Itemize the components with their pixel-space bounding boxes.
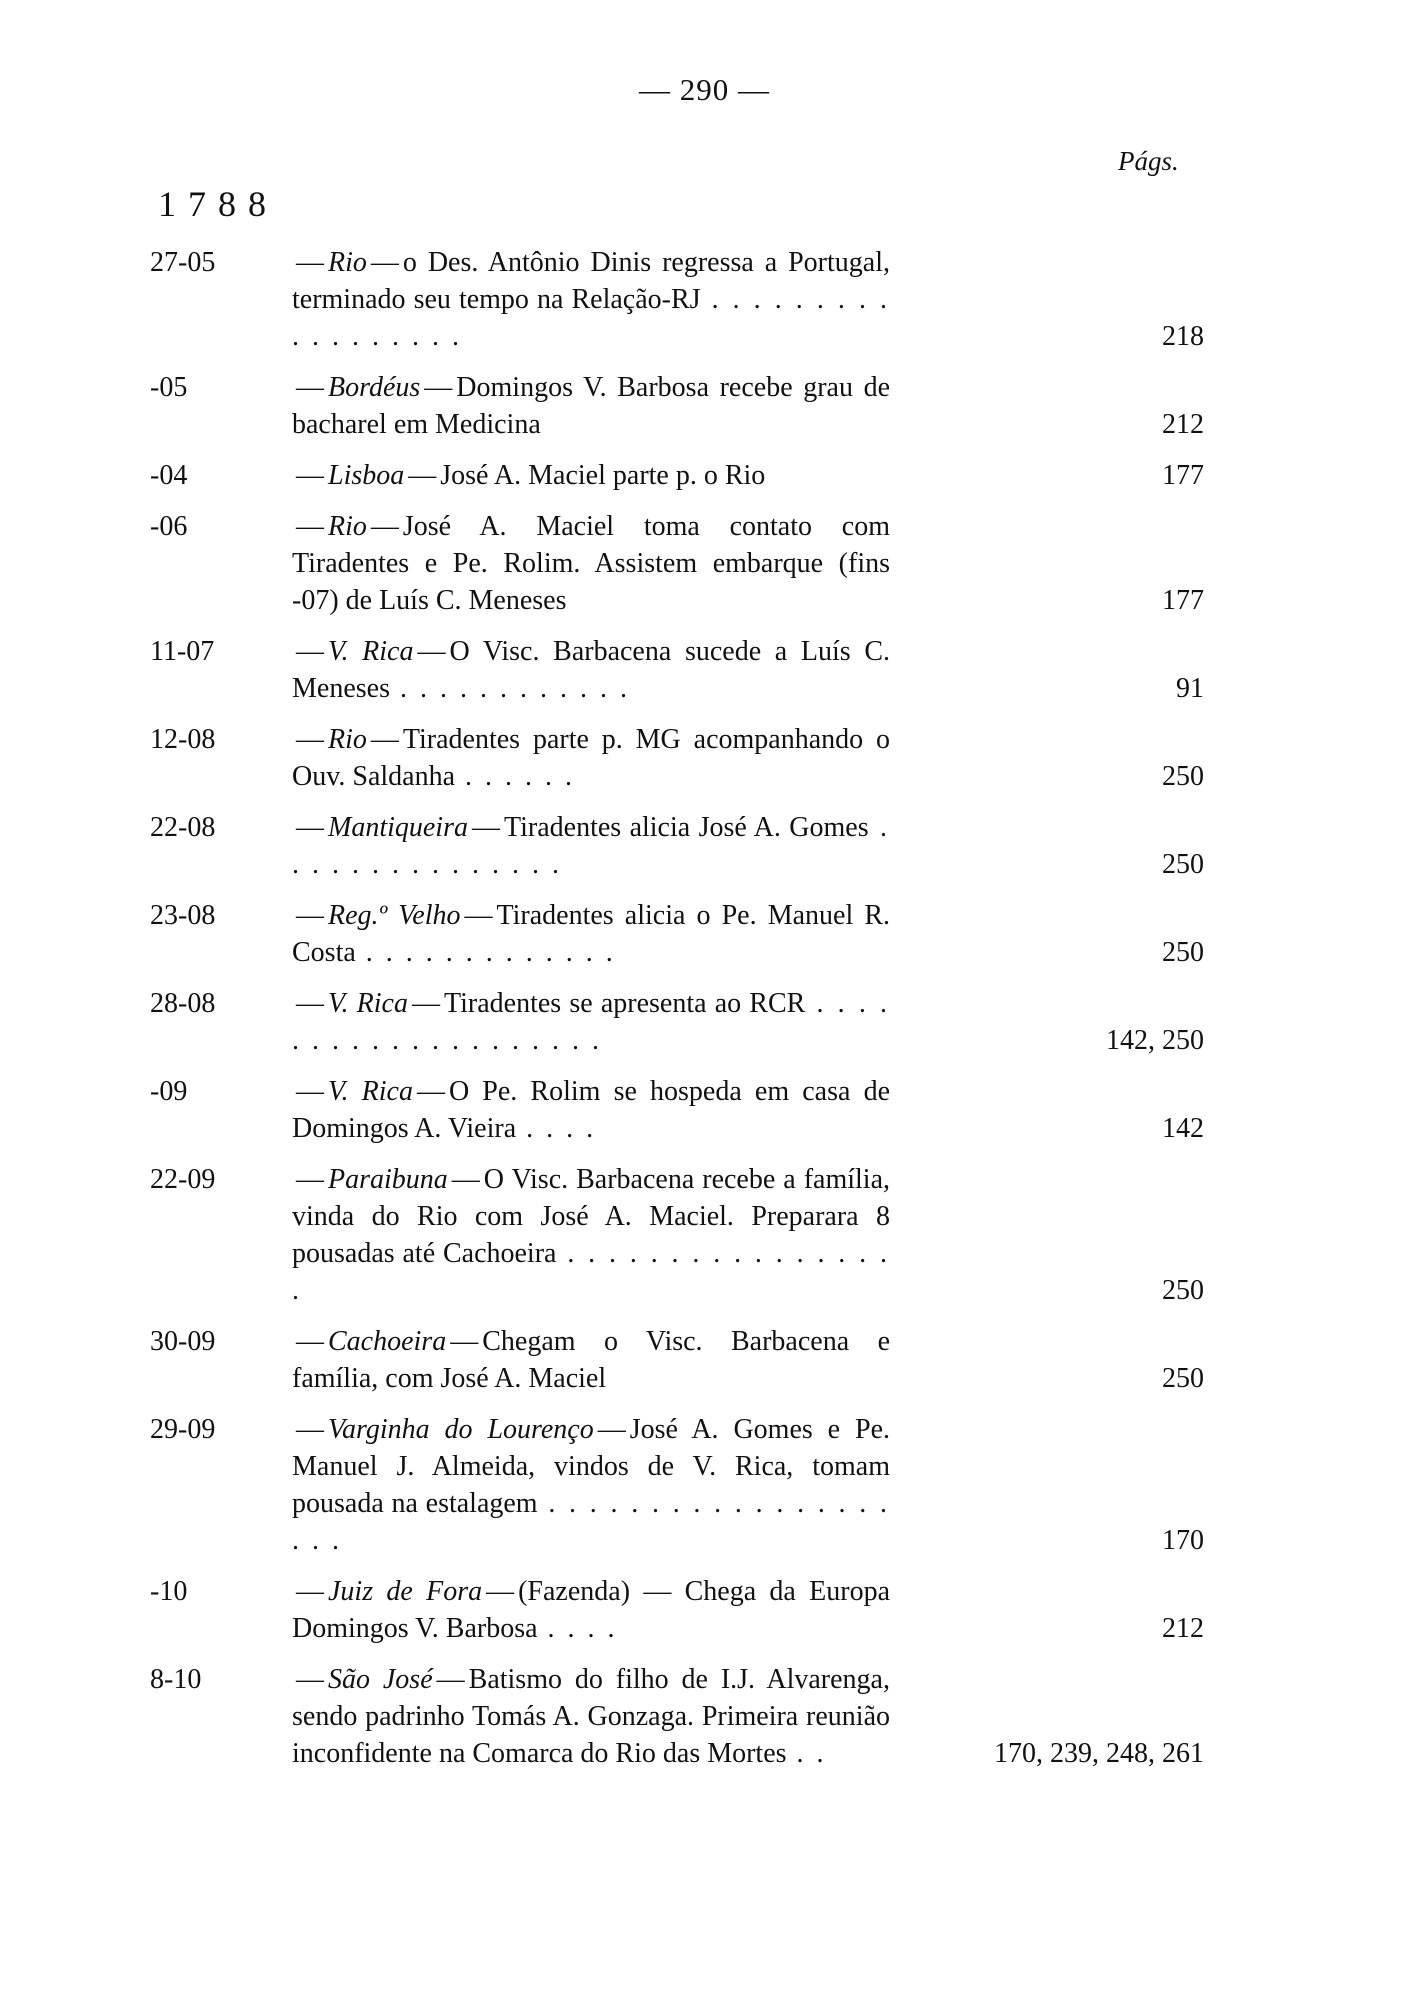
chronology-entry	[0, 1573, 1409, 1647]
entry-pages: 212	[1162, 1613, 1204, 1644]
dash-separator: —	[296, 247, 324, 278]
entry-text: o Des. Antônio Dinis regressa a Portugal, terminado seu tempo na Relação-RJ	[292, 247, 890, 315]
entry-pages: 177	[1162, 585, 1204, 616]
chronology-entry	[0, 369, 1409, 443]
entry-body	[292, 457, 890, 494]
entry-text: Domingos V. Barbosa recebe grau de bacharel em Medicina	[292, 372, 890, 440]
dash-separator: —	[296, 1164, 324, 1195]
entry-place: Reg.º Velho	[328, 900, 461, 931]
entry-date: 22-09	[150, 1164, 216, 1195]
entry-body	[292, 721, 890, 795]
entry-body	[292, 369, 890, 443]
chronology-entry	[0, 985, 1409, 1059]
entry-text: José A. Maciel parte p. o Rio	[440, 460, 766, 491]
entry-place: Rio	[328, 247, 367, 278]
entry-pages: 177	[1162, 460, 1204, 491]
entry-date: -10	[150, 1576, 188, 1607]
entry-place: Juiz de Fora	[328, 1576, 483, 1607]
entry-date: 30-09	[150, 1326, 216, 1357]
entry-place: Rio	[328, 724, 367, 755]
year-heading: 1788	[158, 184, 278, 224]
entry-text: Tiradentes se apresenta ao RCR	[443, 988, 806, 1019]
entry-date: 22-08	[150, 812, 216, 843]
dot-leader: . .	[786, 1738, 827, 1769]
dot-leader: . . . .	[516, 1113, 597, 1144]
entry-place: Lisboa	[328, 460, 405, 491]
entry-body	[292, 508, 890, 619]
entry-body	[292, 244, 890, 355]
dash-separator: —	[450, 1326, 479, 1357]
entry-body	[292, 809, 890, 883]
entry-date: 27-05	[150, 247, 216, 278]
entry-text: Chegam o Visc. Barbacena e família, com José A. Maciel	[292, 1326, 890, 1394]
dot-leader: . . . . . . . . . . . .	[389, 673, 630, 704]
entry-body	[292, 1323, 890, 1397]
entry-pages: 91	[1176, 673, 1204, 704]
dot-leader: . . . . . . . . . . . . . . . . . . . .	[292, 1488, 891, 1556]
entry-text: José A. Maciel toma contato com Tiradentes e Pe. Rolim. Assistem embarque (fins -07) de Luís C. Meneses	[292, 511, 890, 616]
chronology-entry	[0, 897, 1409, 971]
dash-separator: —	[296, 636, 324, 667]
dot-leader: . . . . . . . . . . . . . . . . . .	[292, 284, 890, 352]
chronology-entry	[0, 1161, 1409, 1309]
chronology-entry	[0, 721, 1409, 795]
entry-text: O Visc. Barbacena recebe a família, vinda do Rio com José A. Maciel. Preparara 8 pousadas até Cachoeira	[292, 1164, 890, 1269]
entry-body	[292, 1073, 890, 1147]
entry-body	[292, 985, 890, 1059]
dash-separator: —	[417, 636, 446, 667]
dash-separator: —	[296, 1414, 324, 1445]
dash-separator: —	[296, 372, 324, 403]
entry-date: -04	[150, 460, 188, 491]
dash-separator: —	[597, 1414, 626, 1445]
dash-separator: —	[296, 724, 324, 755]
entry-place: V. Rica	[328, 1076, 413, 1107]
entry-date: 28-08	[150, 988, 216, 1019]
entry-body	[292, 1161, 890, 1309]
dash-separator: —	[296, 460, 324, 491]
entry-date: 23-08	[150, 900, 216, 931]
chronology-entry	[0, 809, 1409, 883]
dot-leader: . . . . . . . . . . . . . . . . .	[292, 1238, 890, 1306]
entry-body	[292, 1661, 890, 1772]
entry-pages: 250	[1162, 937, 1204, 968]
entry-text: O Visc. Barbacena sucede a Luís C. Meneses	[292, 636, 890, 704]
entry-text: Tiradentes alicia o Pe. Manuel R. Costa	[292, 900, 890, 968]
entry-pages: 250	[1162, 1275, 1204, 1306]
dot-leader: . . . . . . . . . . . . .	[355, 937, 616, 968]
entry-text: O Pe. Rolim se hospeda em casa de Domingos A. Vieira	[292, 1076, 890, 1144]
dot-leader: . . . . . .	[455, 761, 576, 792]
entry-pages: 142, 250	[1106, 1025, 1204, 1056]
dash-separator: —	[296, 511, 324, 542]
dot-leader: . . . . . . . . . . . . . . . . . . . .	[292, 988, 891, 1056]
dash-separator: —	[370, 724, 399, 755]
entry-text: Tiradentes parte p. MG acompanhando o Ouv. Saldanha	[292, 724, 890, 792]
chronology-list	[0, 244, 1409, 1786]
entry-date: -05	[150, 372, 188, 403]
entry-place: Bordéus	[328, 372, 421, 403]
dash-separator: —	[370, 247, 399, 278]
entry-text: Batismo do filho de I.J. Alvarenga, sendo padrinho Tomás A. Gonzaga. Primeira reunião inconfidente na Comarca do Rio das Mortes	[292, 1664, 890, 1769]
entry-body	[292, 897, 890, 971]
entry-place: Varginha do Lourenço	[328, 1414, 594, 1445]
entry-pages: 170, 239, 248, 261	[994, 1738, 1204, 1769]
chronology-entry	[0, 457, 1409, 494]
entry-place: V. Rica	[328, 636, 414, 667]
dash-separator: —	[296, 812, 324, 843]
dash-separator: —	[416, 1076, 445, 1107]
dash-separator: —	[464, 900, 493, 931]
dash-separator: —	[296, 1326, 324, 1357]
entry-body	[292, 1411, 890, 1559]
entry-date: 11-07	[150, 636, 215, 667]
entry-text: Tiradentes alicia José A. Gomes	[504, 812, 869, 843]
entry-place: São José	[328, 1664, 433, 1695]
entry-place: Paraibuna	[328, 1164, 448, 1195]
dash-separator: —	[408, 460, 437, 491]
dash-separator: —	[296, 1576, 324, 1607]
chronology-entry	[0, 1323, 1409, 1397]
dash-separator: —	[451, 1164, 480, 1195]
entry-pages: 142	[1162, 1113, 1204, 1144]
entry-date: -09	[150, 1076, 188, 1107]
entry-text: (Fazenda) — Chega da Europa Domingos V. Barbosa	[292, 1576, 891, 1644]
entry-date: 8-10	[150, 1664, 202, 1695]
dash-separator: —	[436, 1664, 465, 1695]
entry-pages: 218	[1162, 321, 1204, 352]
dash-separator: —	[486, 1576, 515, 1607]
chronology-entry	[0, 1073, 1409, 1147]
entry-place: Rio	[328, 511, 367, 542]
chronology-entry	[0, 244, 1409, 355]
dash-separator: —	[472, 812, 500, 843]
dash-separator: —	[296, 1076, 324, 1107]
entry-text: José A. Gomes e Pe. Manuel J. Almeida, vindos de V. Rica, tomam pousada na estalagem	[292, 1414, 890, 1519]
entry-date: -06	[150, 511, 188, 542]
entry-body	[292, 1573, 890, 1647]
dash-separator: —	[411, 988, 440, 1019]
entry-place: Mantiqueira	[328, 812, 468, 843]
chronology-entry	[0, 508, 1409, 619]
chronology-entry	[0, 1661, 1409, 1772]
dash-separator: —	[424, 372, 453, 403]
dot-leader: . . . . . . . . . . . . . . .	[292, 812, 891, 880]
entry-pages: 250	[1162, 761, 1204, 792]
pages-column-heading: Págs.	[1118, 146, 1179, 176]
chronology-entry	[0, 633, 1409, 707]
entry-place: Cachoeira	[328, 1326, 447, 1357]
dash-separator: —	[296, 900, 324, 931]
entry-pages: 170	[1162, 1525, 1204, 1556]
entry-place: V. Rica	[328, 988, 408, 1019]
entry-pages: 250	[1162, 1363, 1204, 1394]
page-number: — 290 —	[639, 72, 770, 107]
chronology-entry	[0, 1411, 1409, 1559]
dash-separator: —	[296, 988, 324, 1019]
dash-separator: —	[370, 511, 399, 542]
entry-body	[292, 633, 890, 707]
dash-separator: —	[296, 1664, 324, 1695]
entry-pages: 212	[1162, 409, 1204, 440]
entry-date: 29-09	[150, 1414, 216, 1445]
dot-leader: . . . .	[537, 1613, 618, 1644]
entry-pages: 250	[1162, 849, 1204, 880]
entry-date: 12-08	[150, 724, 216, 755]
